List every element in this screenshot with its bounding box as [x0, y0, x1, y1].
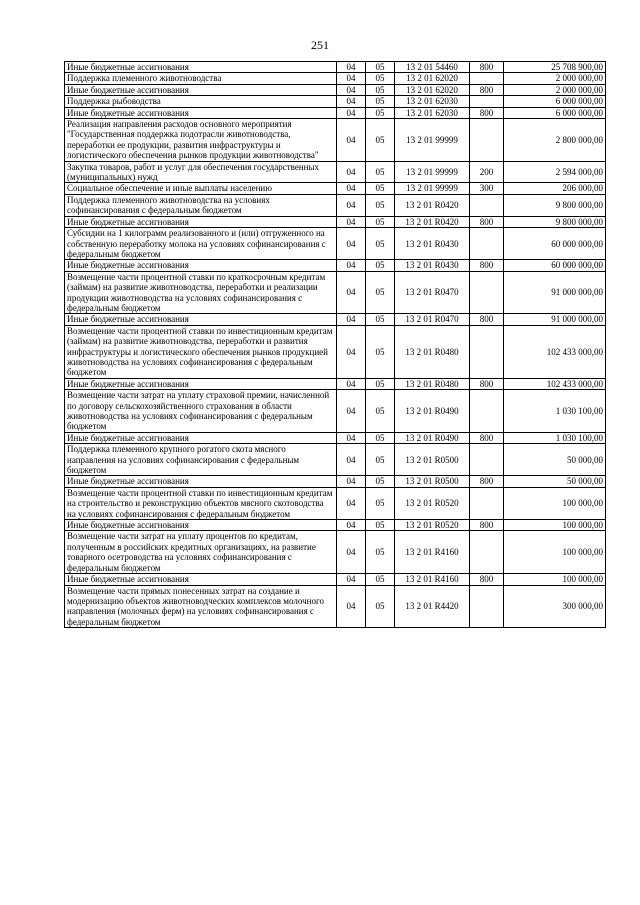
cell-section: 04 [337, 390, 366, 433]
cell-name: Возмещение части процентной ставки по инвестиционным кредитам (займам) на развитие животноводства, переработки и развития инфраструктуры и логистического обеспечения рынков продукцией животноводства на условиях софинансирования с федеральным бюджетом [65, 325, 337, 378]
cell-name: Иные бюджетные ассигнования [65, 260, 337, 271]
cell-name: Иные бюджетные ассигнования [65, 62, 337, 73]
cell-subsection: 05 [366, 161, 395, 183]
cell-amount: 102 433 000,00 [504, 325, 606, 378]
cell-section: 04 [337, 476, 366, 487]
cell-section: 04 [337, 520, 366, 531]
cell-expense-type [470, 271, 504, 314]
cell-target-code: 13 2 01 R0500 [395, 444, 470, 476]
cell-amount: 2 000 000,00 [504, 73, 606, 84]
cell-expense-type: 800 [470, 574, 504, 585]
table-row [65, 96, 606, 107]
cell-section: 04 [337, 271, 366, 314]
cell-subsection: 05 [366, 73, 395, 84]
cell-target-code: 13 2 01 99999 [395, 183, 470, 194]
table-row [65, 84, 606, 95]
budget-table-body [65, 62, 606, 628]
table-row [65, 390, 606, 433]
cell-expense-type: 800 [470, 62, 504, 73]
cell-name: Закупка товаров, работ и услуг для обеспечения государственных (муниципальных) нужд [65, 161, 337, 183]
table-row [65, 194, 606, 216]
cell-amount: 6 000 000,00 [504, 96, 606, 107]
cell-expense-type [470, 194, 504, 216]
cell-expense-type [470, 228, 504, 260]
cell-name: Субсидии на 1 килограмм реализованного и (или) отгруженного на собственную переработку молока на условиях софинансирования с федеральным бюджетом [65, 228, 337, 260]
cell-target-code: 13 2 01 R0490 [395, 432, 470, 443]
cell-expense-type: 800 [470, 314, 504, 325]
cell-expense-type: 800 [470, 378, 504, 389]
table-row [65, 487, 606, 519]
cell-amount: 9 800 000,00 [504, 194, 606, 216]
cell-expense-type [470, 531, 504, 574]
cell-subsection: 05 [366, 378, 395, 389]
cell-target-code: 13 2 01 R0490 [395, 390, 470, 433]
cell-name: Иные бюджетные ассигнования [65, 520, 337, 531]
cell-expense-type: 800 [470, 476, 504, 487]
cell-name: Иные бюджетные ассигнования [65, 84, 337, 95]
cell-amount: 25 708 900,00 [504, 62, 606, 73]
cell-subsection: 05 [366, 574, 395, 585]
cell-section: 04 [337, 487, 366, 519]
cell-section: 04 [337, 183, 366, 194]
cell-target-code: 13 2 01 R0430 [395, 228, 470, 260]
cell-name: Иные бюджетные ассигнования [65, 574, 337, 585]
cell-expense-type [470, 487, 504, 519]
table-row [65, 228, 606, 260]
cell-expense-type: 800 [470, 107, 504, 118]
cell-subsection: 05 [366, 314, 395, 325]
cell-amount: 300 000,00 [504, 585, 606, 628]
cell-section: 04 [337, 107, 366, 118]
cell-subsection: 05 [366, 260, 395, 271]
cell-expense-type [470, 390, 504, 433]
cell-section: 04 [337, 194, 366, 216]
cell-target-code: 13 2 01 99999 [395, 119, 470, 162]
table-row [65, 432, 606, 443]
cell-amount: 206 000,00 [504, 183, 606, 194]
cell-subsection: 05 [366, 194, 395, 216]
cell-target-code: 13 2 01 R0500 [395, 476, 470, 487]
cell-target-code: 13 2 01 R0420 [395, 194, 470, 216]
cell-target-code: 13 2 01 99999 [395, 161, 470, 183]
cell-name: Поддержка рыбоводства [65, 96, 337, 107]
cell-subsection: 05 [366, 107, 395, 118]
cell-expense-type [470, 325, 504, 378]
cell-name: Возмещение части процентной ставки по инвестиционным кредитам на строительство и реконструкцию объектов мясного скотоводства на условиях софинансирования с федеральным бюджетом [65, 487, 337, 519]
cell-name: Иные бюджетные ассигнования [65, 476, 337, 487]
cell-target-code: 13 2 01 R0520 [395, 520, 470, 531]
cell-target-code: 13 2 01 R0420 [395, 216, 470, 227]
cell-section: 04 [337, 325, 366, 378]
cell-subsection: 05 [366, 520, 395, 531]
cell-target-code: 13 2 01 R0470 [395, 271, 470, 314]
cell-expense-type: 800 [470, 84, 504, 95]
cell-subsection: 05 [366, 325, 395, 378]
page-number: 251 [311, 38, 329, 52]
cell-expense-type [470, 444, 504, 476]
table-row [65, 107, 606, 118]
cell-amount: 50 000,00 [504, 476, 606, 487]
cell-subsection: 05 [366, 432, 395, 443]
cell-section: 04 [337, 378, 366, 389]
table-row [65, 378, 606, 389]
cell-section: 04 [337, 84, 366, 95]
cell-amount: 2 800 000,00 [504, 119, 606, 162]
cell-amount: 60 000 000,00 [504, 228, 606, 260]
cell-section: 04 [337, 260, 366, 271]
table-row [65, 183, 606, 194]
cell-name: Возмещение части затрат на уплату процентов по кредитам, полученным в российских кредитных организациях, на развитие товарного осетроводства на условиях софинансирования с федеральным бюджетом [65, 531, 337, 574]
cell-section: 04 [337, 73, 366, 84]
cell-amount: 2 000 000,00 [504, 84, 606, 95]
table-row [65, 119, 606, 162]
table-row [65, 73, 606, 84]
table-row [65, 531, 606, 574]
cell-name: Поддержка племенного животноводства на условиях софинансирования с федеральным бюджетом [65, 194, 337, 216]
cell-expense-type [470, 96, 504, 107]
cell-subsection: 05 [366, 444, 395, 476]
cell-amount: 1 030 100,00 [504, 432, 606, 443]
cell-target-code: 13 2 01 62030 [395, 107, 470, 118]
cell-subsection: 05 [366, 487, 395, 519]
cell-name: Иные бюджетные ассигнования [65, 216, 337, 227]
cell-section: 04 [337, 228, 366, 260]
cell-name: Поддержка племенного крупного рогатого скота мясного направления на условиях софинансирования с федеральным бюджетом [65, 444, 337, 476]
cell-name: Социальное обеспечение и иные выплаты населению [65, 183, 337, 194]
cell-section: 04 [337, 161, 366, 183]
budget-table [64, 61, 606, 628]
cell-subsection: 05 [366, 183, 395, 194]
cell-expense-type: 800 [470, 260, 504, 271]
cell-amount: 9 800 000,00 [504, 216, 606, 227]
cell-target-code: 13 2 01 R4160 [395, 531, 470, 574]
cell-subsection: 05 [366, 216, 395, 227]
cell-name: Реализация направления расходов основного мероприятия "Государственная поддержка подотрасли животноводства, переработки ее продукции, развития инфраструктуры и логистического обеспечения рынков продукции животноводства" [65, 119, 337, 162]
cell-expense-type: 200 [470, 161, 504, 183]
cell-expense-type: 800 [470, 216, 504, 227]
cell-section: 04 [337, 432, 366, 443]
cell-amount: 100 000,00 [504, 531, 606, 574]
table-row [65, 476, 606, 487]
cell-name: Возмещение части прямых понесенных затрат на создание и модернизацию объектов животноводческих комплексов молочного направления (молочных ферм) на условиях софинансирования с федеральным бюджетом [65, 585, 337, 628]
cell-target-code: 13 2 01 R0430 [395, 260, 470, 271]
table-row [65, 271, 606, 314]
cell-amount: 100 000,00 [504, 574, 606, 585]
table-row [65, 585, 606, 628]
cell-name: Возмещение части процентной ставки по краткосрочным кредитам (займам) на развитие животноводства, переработки и реализации продукции животноводства на условиях софинансирования с федеральным бюджетом [65, 271, 337, 314]
table-row [65, 574, 606, 585]
cell-target-code: 13 2 01 R0470 [395, 314, 470, 325]
cell-amount: 1 030 100,00 [504, 390, 606, 433]
cell-expense-type: 300 [470, 183, 504, 194]
cell-section: 04 [337, 585, 366, 628]
cell-target-code: 13 2 01 R0520 [395, 487, 470, 519]
cell-subsection: 05 [366, 390, 395, 433]
cell-target-code: 13 2 01 R0480 [395, 325, 470, 378]
cell-target-code: 13 2 01 R4160 [395, 574, 470, 585]
cell-subsection: 05 [366, 531, 395, 574]
cell-name: Иные бюджетные ассигнования [65, 378, 337, 389]
cell-subsection: 05 [366, 476, 395, 487]
cell-amount: 2 594 000,00 [504, 161, 606, 183]
cell-section: 04 [337, 531, 366, 574]
cell-amount: 91 000 000,00 [504, 314, 606, 325]
cell-expense-type [470, 585, 504, 628]
table-row [65, 520, 606, 531]
cell-target-code: 13 2 01 62020 [395, 73, 470, 84]
cell-section: 04 [337, 119, 366, 162]
table-row [65, 161, 606, 183]
cell-target-code: 13 2 01 R0480 [395, 378, 470, 389]
cell-subsection: 05 [366, 96, 395, 107]
cell-section: 04 [337, 216, 366, 227]
cell-amount: 100 000,00 [504, 520, 606, 531]
cell-amount: 50 000,00 [504, 444, 606, 476]
cell-section: 04 [337, 574, 366, 585]
cell-target-code: 13 2 01 62030 [395, 96, 470, 107]
table-row [65, 260, 606, 271]
cell-target-code: 13 2 01 R4420 [395, 585, 470, 628]
cell-name: Возмещение части затрат на уплату страховой премии, начисленной по договору сельскохозяйственного страхования в области животноводства на условиях софинансирования с федеральным бюджетом [65, 390, 337, 433]
table-row [65, 444, 606, 476]
cell-amount: 100 000,00 [504, 487, 606, 519]
cell-subsection: 05 [366, 228, 395, 260]
cell-expense-type: 800 [470, 520, 504, 531]
cell-name: Поддержка племенного животноводства [65, 73, 337, 84]
cell-target-code: 13 2 01 54460 [395, 62, 470, 73]
cell-amount: 60 000 000,00 [504, 260, 606, 271]
cell-target-code: 13 2 01 62020 [395, 84, 470, 95]
cell-section: 04 [337, 62, 366, 73]
table-row [65, 62, 606, 73]
cell-section: 04 [337, 314, 366, 325]
cell-amount: 91 000 000,00 [504, 271, 606, 314]
cell-amount: 102 433 000,00 [504, 378, 606, 389]
cell-name: Иные бюджетные ассигнования [65, 314, 337, 325]
cell-section: 04 [337, 444, 366, 476]
table-row [65, 216, 606, 227]
cell-expense-type: 800 [470, 432, 504, 443]
cell-name: Иные бюджетные ассигнования [65, 432, 337, 443]
cell-expense-type [470, 119, 504, 162]
table-row [65, 314, 606, 325]
cell-name: Иные бюджетные ассигнования [65, 107, 337, 118]
cell-subsection: 05 [366, 271, 395, 314]
cell-subsection: 05 [366, 62, 395, 73]
cell-section: 04 [337, 96, 366, 107]
table-row [65, 325, 606, 378]
cell-amount: 6 000 000,00 [504, 107, 606, 118]
cell-subsection: 05 [366, 119, 395, 162]
cell-subsection: 05 [366, 84, 395, 95]
cell-subsection: 05 [366, 585, 395, 628]
cell-expense-type [470, 73, 504, 84]
